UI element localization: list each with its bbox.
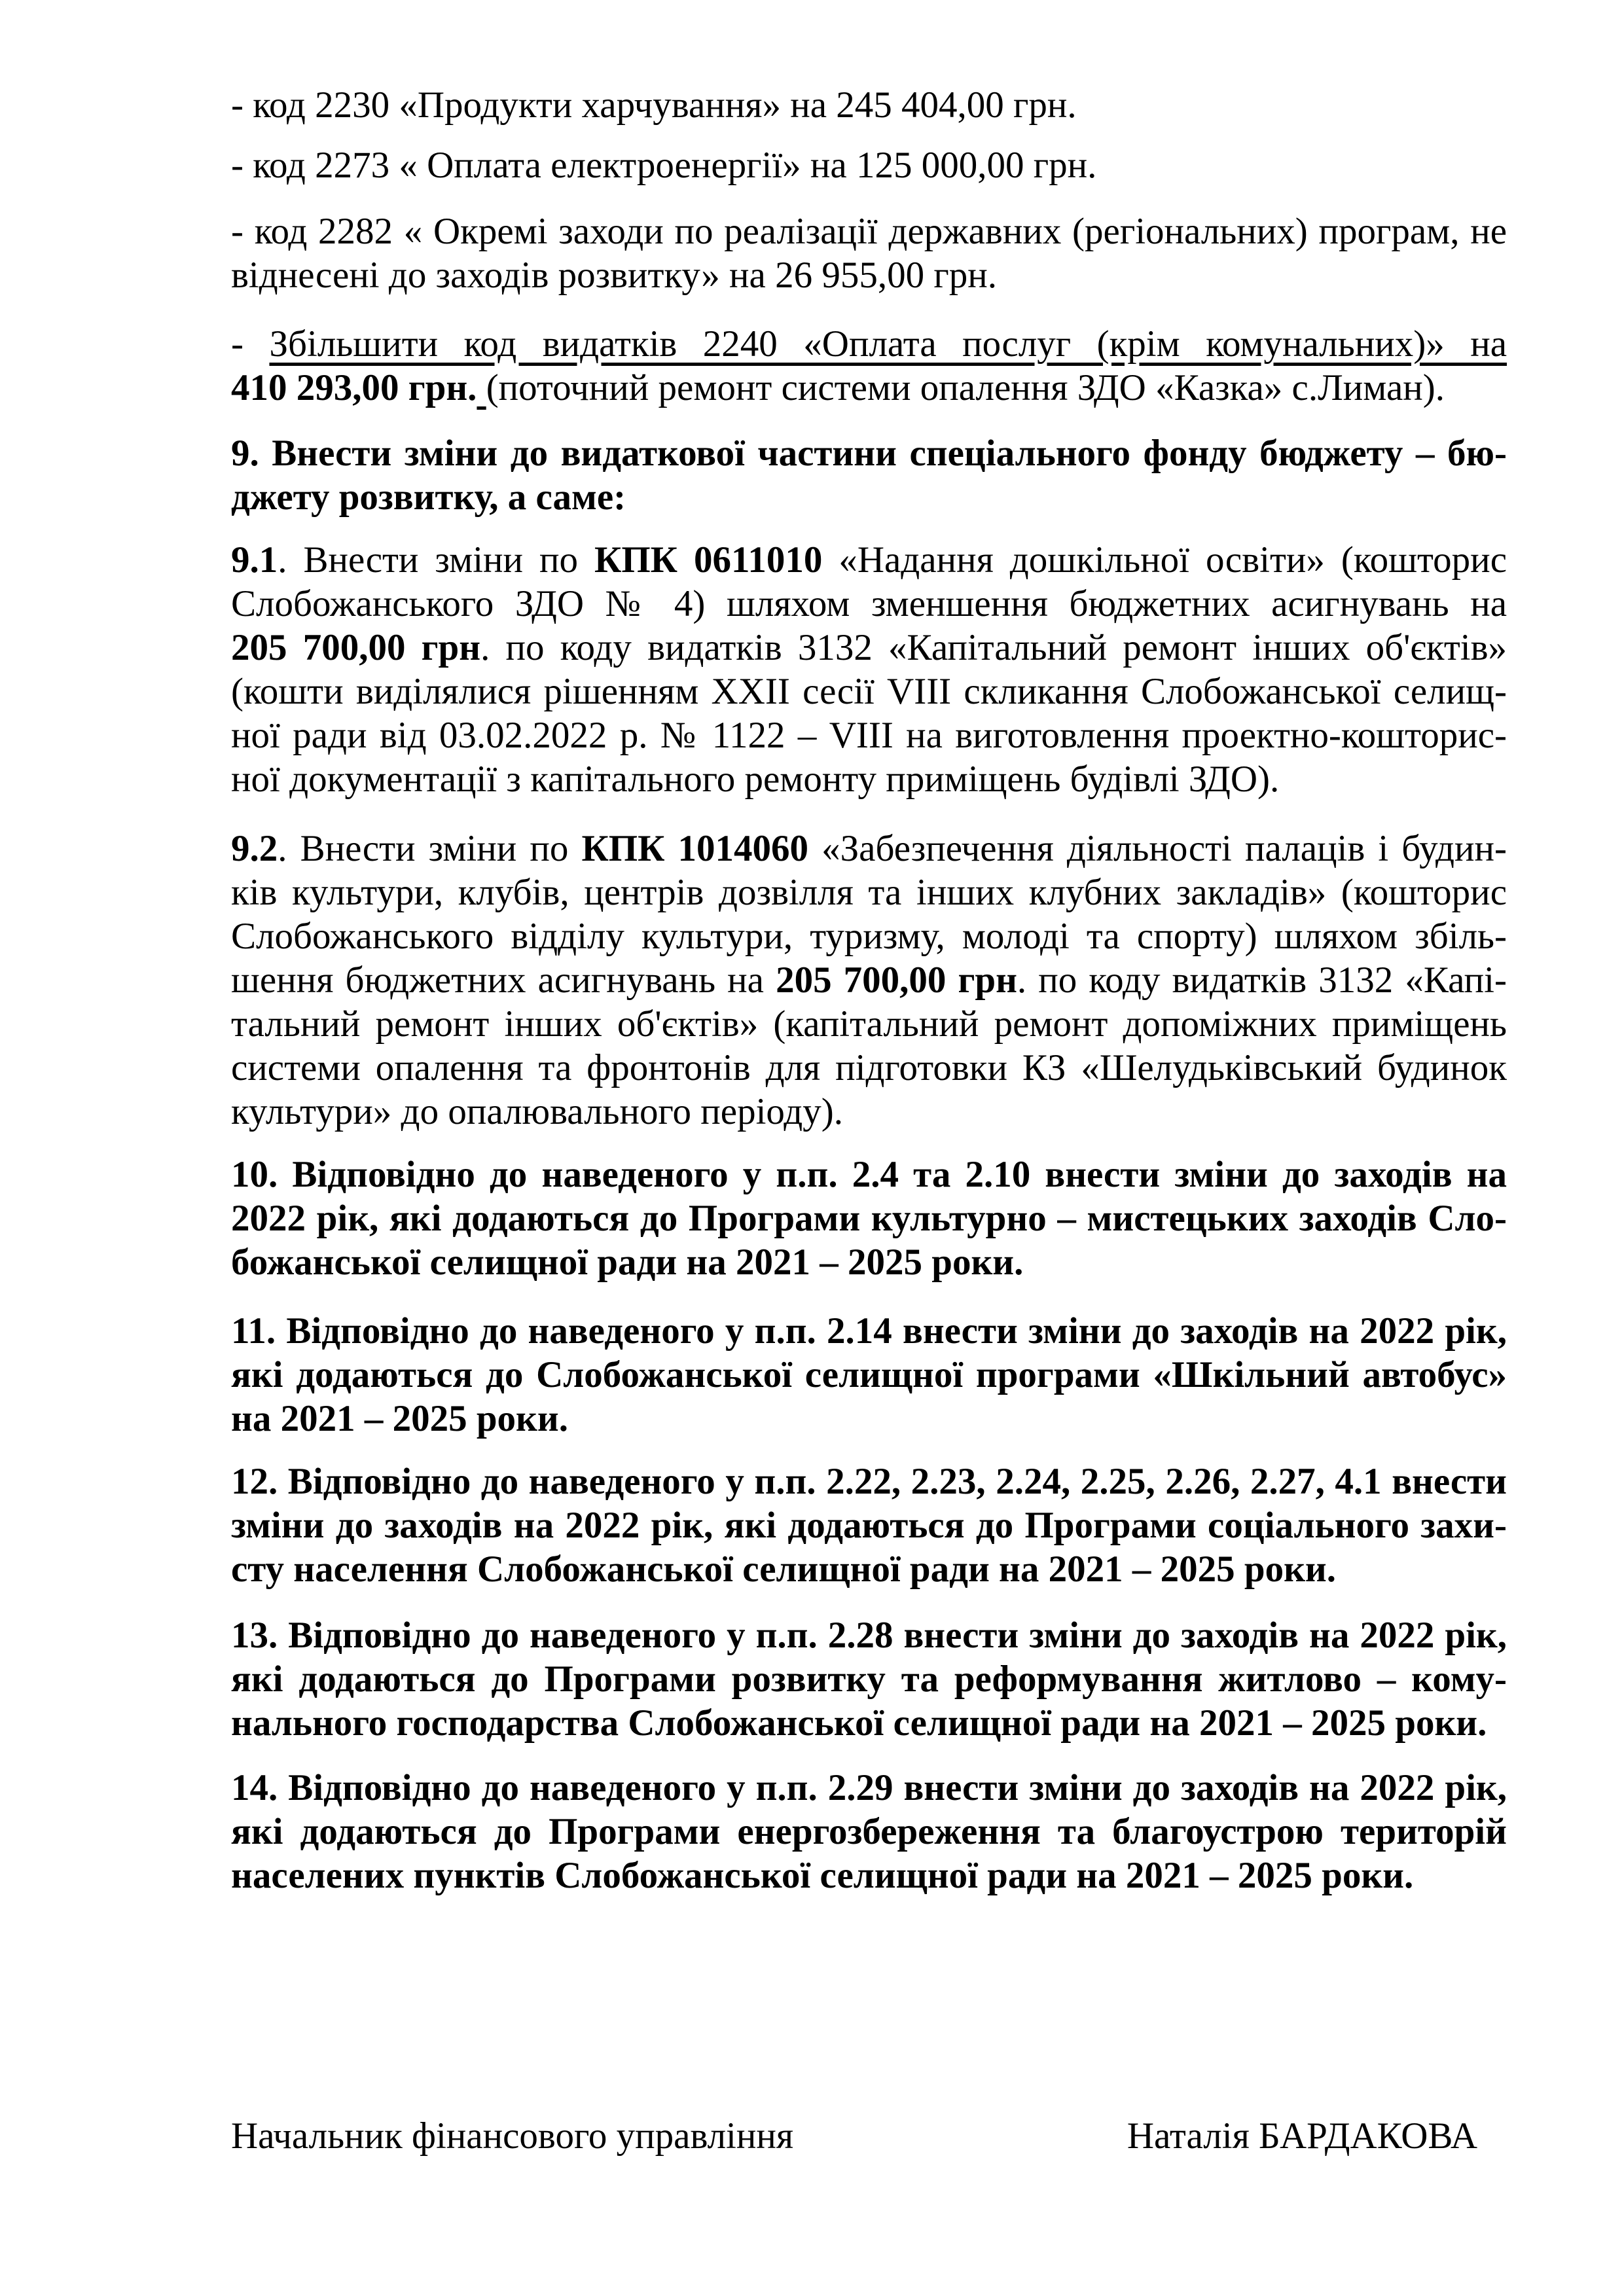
text-line <box>231 1153 1507 1196</box>
bold-text: КПК 1014060 <box>581 828 809 869</box>
text-segment: . по коду видатків 3132 «Капітальний ремонт інших об'єктів» <box>480 627 1507 668</box>
text-segment: системи опалення та фронтонів для підготовки КЗ «Шелудьківський будинок <box>231 1047 1507 1088</box>
text-line <box>231 1353 1507 1397</box>
paragraph-section-9 <box>231 431 1507 519</box>
bold-text: 9. Внести зміни до видаткової частини спеціального фонду бюджету – бю- <box>231 433 1507 474</box>
text-line <box>231 1309 1507 1353</box>
text-segment: ної ради від 03.02.2022 р. № 1122 – VIII на виготовлення проектно-кошторис- <box>231 715 1507 756</box>
text-line <box>231 958 1507 1002</box>
paragraph-section-13 <box>231 1613 1507 1745</box>
text-segment: віднесені до заходів розвитку» на 26 955,00 грн. <box>231 255 997 296</box>
underlined-text <box>477 367 486 408</box>
text-line <box>231 670 1507 713</box>
text-segment: - код 2273 « Оплата електроенергії» на 125 000,00 грн. <box>231 145 1097 186</box>
paragraph-section-9-2 <box>231 827 1507 1134</box>
bold-text: 9.2 <box>231 828 278 869</box>
text-line <box>231 1766 1507 1810</box>
text-line <box>231 1701 1507 1745</box>
bold-text: зміни до заходів на 2022 рік, які додаються до Програми соціального захи- <box>231 1505 1507 1546</box>
bold-text: населених пунктів Слобожанської селищної ради на 2021 – 2025 роки. <box>231 1855 1414 1896</box>
text-line <box>231 1460 1507 1503</box>
text-line <box>231 253 1507 297</box>
bold-text: 10. Відповідно до наведеного у п.п. 2.4 та 2.10 внести зміни до заходів на <box>231 1154 1507 1195</box>
paragraph-section-11 <box>231 1309 1507 1441</box>
paragraph-section-14 <box>231 1766 1507 1897</box>
text-line <box>231 1613 1507 1657</box>
paragraph-section-12 <box>231 1460 1507 1591</box>
bold-text: 205 700,00 грн <box>776 960 1017 1001</box>
text-line <box>231 757 1507 801</box>
text-line <box>231 827 1507 870</box>
text-line <box>231 1547 1507 1591</box>
bold-text: на 2021 – 2025 роки. <box>231 1398 568 1439</box>
paragraph-item-increase-2240 <box>231 322 1507 410</box>
bold-text: 205 700,00 грн <box>231 627 481 668</box>
bold-text: 410 293,00 грн. <box>231 367 477 408</box>
bold-text: які додаються до Програми енергозбереження та благоустрою територій <box>231 1811 1507 1852</box>
text-segment: - код 2230 «Продукти харчування» на 245 404,00 грн. <box>231 84 1077 126</box>
signature-position: Начальник фінансового управління <box>231 2115 794 2157</box>
text-segment: - <box>231 323 270 365</box>
text-line <box>231 1196 1507 1240</box>
text-line <box>231 1397 1507 1441</box>
text-line <box>231 1854 1507 1897</box>
text-line <box>231 626 1507 670</box>
text-line <box>231 914 1507 958</box>
text-segment: (поточний ремонт системи опалення ЗДО «Казка» с.Лиман). <box>486 367 1445 408</box>
bold-text: 9.1 <box>231 539 278 581</box>
underlined-text: Збільшити код видатків 2240 «Оплата послуг (крім комунальних)» на <box>269 323 1507 365</box>
text-segment: культури» до опалювального періоду). <box>231 1091 843 1132</box>
text-segment: . Внести зміни по <box>278 828 582 869</box>
text-segment: . по коду видатків 3132 «Капі- <box>1017 960 1507 1001</box>
bold-text: КПК 0611010 <box>594 539 823 581</box>
text-line <box>231 870 1507 914</box>
text-line <box>231 366 1507 410</box>
text-line <box>231 538 1507 582</box>
text-segment: Слобожанського ЗДО № 4) шляхом зменшення бюджетних асигнувань на <box>231 583 1507 624</box>
text-segment: ної документації з капітального ремонту приміщень будівлі ЗДО). <box>231 759 1280 800</box>
signature-name: Наталія БАРДАКОВА <box>1127 2115 1477 2157</box>
text-line <box>231 143 1507 187</box>
bold-text: які додаються до Програми розвитку та реформування житлово – кому- <box>231 1659 1507 1700</box>
text-segment: «Надання дошкільної освіти» (кошторис <box>822 539 1507 581</box>
text-segment: (кошти виділялися рішенням XXII сесії VIII скликання Слобожанської селищ- <box>231 671 1507 712</box>
bold-text: 14. Відповідно до наведеного у п.п. 2.29 внести зміни до заходів на 2022 рік, <box>231 1767 1507 1808</box>
text-line <box>231 322 1507 366</box>
paragraph-section-9-1 <box>231 538 1507 801</box>
text-line <box>231 83 1507 127</box>
text-segment: - код 2282 « Окремі заходи по реалізації державних (регіональних) програм, не <box>231 211 1507 252</box>
text-line <box>231 1503 1507 1547</box>
bold-text: які додаються до Слобожанської селищної програми «Шкільний автобус» <box>231 1354 1507 1395</box>
text-segment: . Внести зміни по <box>278 539 595 581</box>
text-segment: тальний ремонт інших об'єктів» (капітальний ремонт допоміжних приміщень <box>231 1003 1507 1045</box>
text-line <box>231 582 1507 626</box>
paragraph-item-code-2230 <box>231 83 1507 127</box>
bold-text: нального господарства Слобожанської селищної ради на 2021 – 2025 роки. <box>231 1702 1487 1744</box>
bold-text: сту населення Слобожанської селищної ради на 2021 – 2025 роки. <box>231 1549 1337 1590</box>
text-line <box>231 1240 1507 1284</box>
bold-text: 12. Відповідно до наведеного у п.п. 2.22, 2.23, 2.24, 2.25, 2.26, 2.27, 4.1 внести <box>231 1461 1507 1502</box>
text-line <box>231 713 1507 757</box>
paragraph-section-10 <box>231 1153 1507 1284</box>
text-line <box>231 431 1507 475</box>
text-line <box>231 1810 1507 1854</box>
text-segment: Слобожанського відділу культури, туризму, молоді та спорту) шляхом збіль- <box>231 916 1507 957</box>
paragraph-item-code-2282 <box>231 209 1507 297</box>
text-line <box>231 1002 1507 1046</box>
text-segment: шення бюджетних асигнувань на <box>231 960 776 1001</box>
text-line <box>231 475 1507 519</box>
bold-text: 13. Відповідно до наведеного у п.п. 2.28 внести зміни до заходів на 2022 рік, <box>231 1615 1507 1656</box>
bold-text: 2022 рік, які додаються до Програми культурно – мистецьких заходів Сло- <box>231 1198 1507 1239</box>
text-line <box>231 1657 1507 1701</box>
text-line <box>231 1046 1507 1090</box>
paragraph-item-code-2273 <box>231 143 1507 187</box>
text-line <box>231 1090 1507 1134</box>
text-segment: ків культури, клубів, центрів дозвілля та інших клубних закладів» (кошторис <box>231 872 1507 913</box>
bold-text: 11. Відповідно до наведеного у п.п. 2.14 внести зміни до заходів на 2022 рік, <box>231 1310 1507 1352</box>
bold-text: божанської селищної ради на 2021 – 2025 роки. <box>231 1242 1024 1283</box>
text-line <box>231 209 1507 253</box>
bold-text: джету розвитку, а саме: <box>231 476 626 518</box>
text-segment: «Забезпечення діяльності палаців і будин- <box>808 828 1507 869</box>
